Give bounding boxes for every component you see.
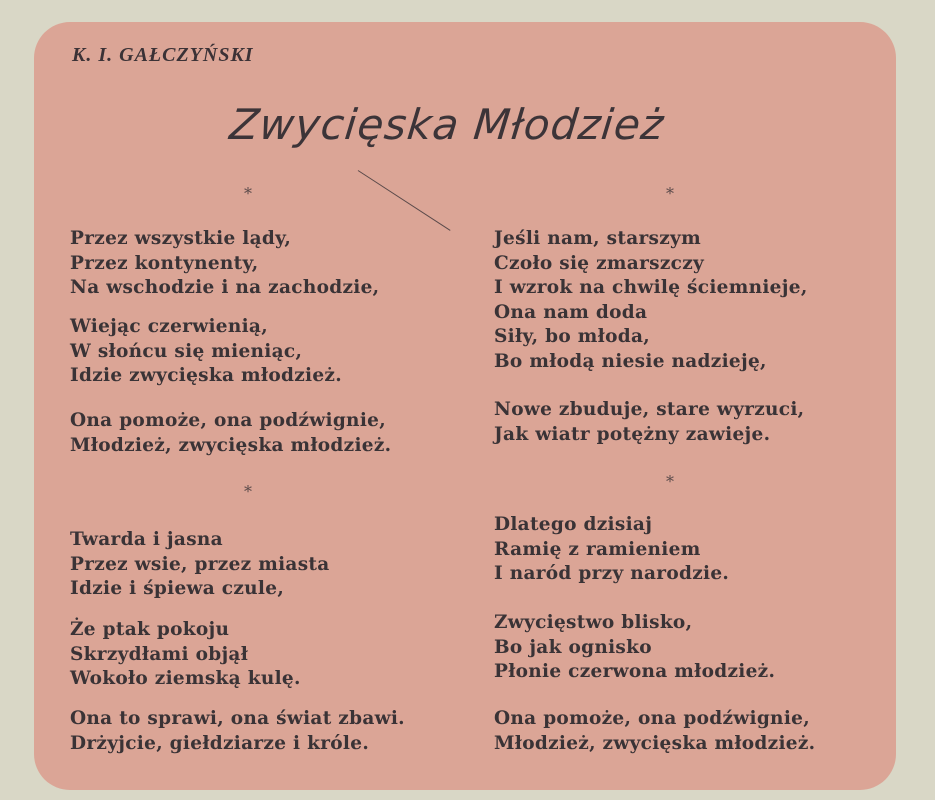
poem-line: Przez kontynenty, <box>70 252 259 274</box>
poem-line: I wzrok na chwilę ściemnieje, <box>494 277 808 299</box>
poem-line: Czoło się zmarszczy <box>494 252 705 274</box>
poem-line: Idzie zwycięska młodzież. <box>70 365 342 387</box>
poem-line: Ona nam doda <box>494 301 648 323</box>
poem-line: Skrzydłami objął <box>70 643 249 665</box>
stanza <box>494 707 815 756</box>
poem-line: Młodzież, zwycięska młodzież. <box>494 732 816 754</box>
poem-line: Bo jak ognisko <box>494 636 652 658</box>
poem-line: Wokoło ziemską kulę. <box>70 668 301 690</box>
poem-line: Nowe zbuduje, stare wyrzuci, <box>494 399 805 420</box>
poem-line: Jeśli nam, starszym <box>494 228 701 249</box>
poem-line: Ramię z ramieniem <box>494 538 701 560</box>
stanza <box>494 227 808 375</box>
poem-title: Zwycięska Młodzież <box>227 100 667 149</box>
poem-line: Ona to sprawi, ona świat zbawi. <box>70 708 405 729</box>
poem-line: Młodzież, zwycięska młodzież. <box>70 434 392 456</box>
stanza <box>494 611 775 685</box>
stanza <box>70 315 342 389</box>
stanza <box>70 618 301 692</box>
stanza <box>70 409 391 458</box>
stanza <box>70 707 405 756</box>
section-separator: * <box>666 184 674 203</box>
poem-line: Dlatego dzisiaj <box>494 514 653 535</box>
poem-line: Jak wiatr potężny zawieje. <box>494 423 771 445</box>
poem-line: Że ptak pokoju <box>70 619 230 640</box>
poem-line: I naród przy narodzie. <box>494 563 730 585</box>
section-separator: * <box>244 184 252 203</box>
poem-line: W słońcu się mieniąc, <box>70 340 303 362</box>
section-separator: * <box>244 482 252 501</box>
poem-line: Wiejąc czerwienią, <box>70 316 268 337</box>
stanza <box>494 513 729 587</box>
poem-line: Zwycięstwo blisko, <box>494 612 693 633</box>
poem-line: Idzie i śpiewa czule, <box>70 578 285 600</box>
stanza <box>70 528 330 602</box>
stanza <box>494 398 804 447</box>
section-separator: * <box>666 472 674 491</box>
poem-line: Drżyjcie, giełdziarze i króle. <box>70 732 370 754</box>
poem-line: Ona pomoże, ona podźwignie, <box>70 410 386 431</box>
poem-line: Siły, bo młoda, <box>494 326 650 348</box>
poem-line: Przez wsie, przez miasta <box>70 553 330 575</box>
poem-line: Ona pomoże, ona podźwignie, <box>494 708 810 729</box>
poem-line: Przez wszystkie lądy, <box>70 228 292 249</box>
stanza <box>70 227 379 301</box>
poem-line: Twarda i jasna <box>70 529 223 550</box>
poem-line: Na wschodzie i na zachodzie, <box>70 277 380 299</box>
poem-line: Płonie czerwona młodzież. <box>494 661 776 683</box>
poem-line: Bo młodą niesie nadzieję, <box>494 350 767 372</box>
author-name: K. I. GAŁCZYŃSKI <box>72 44 254 66</box>
